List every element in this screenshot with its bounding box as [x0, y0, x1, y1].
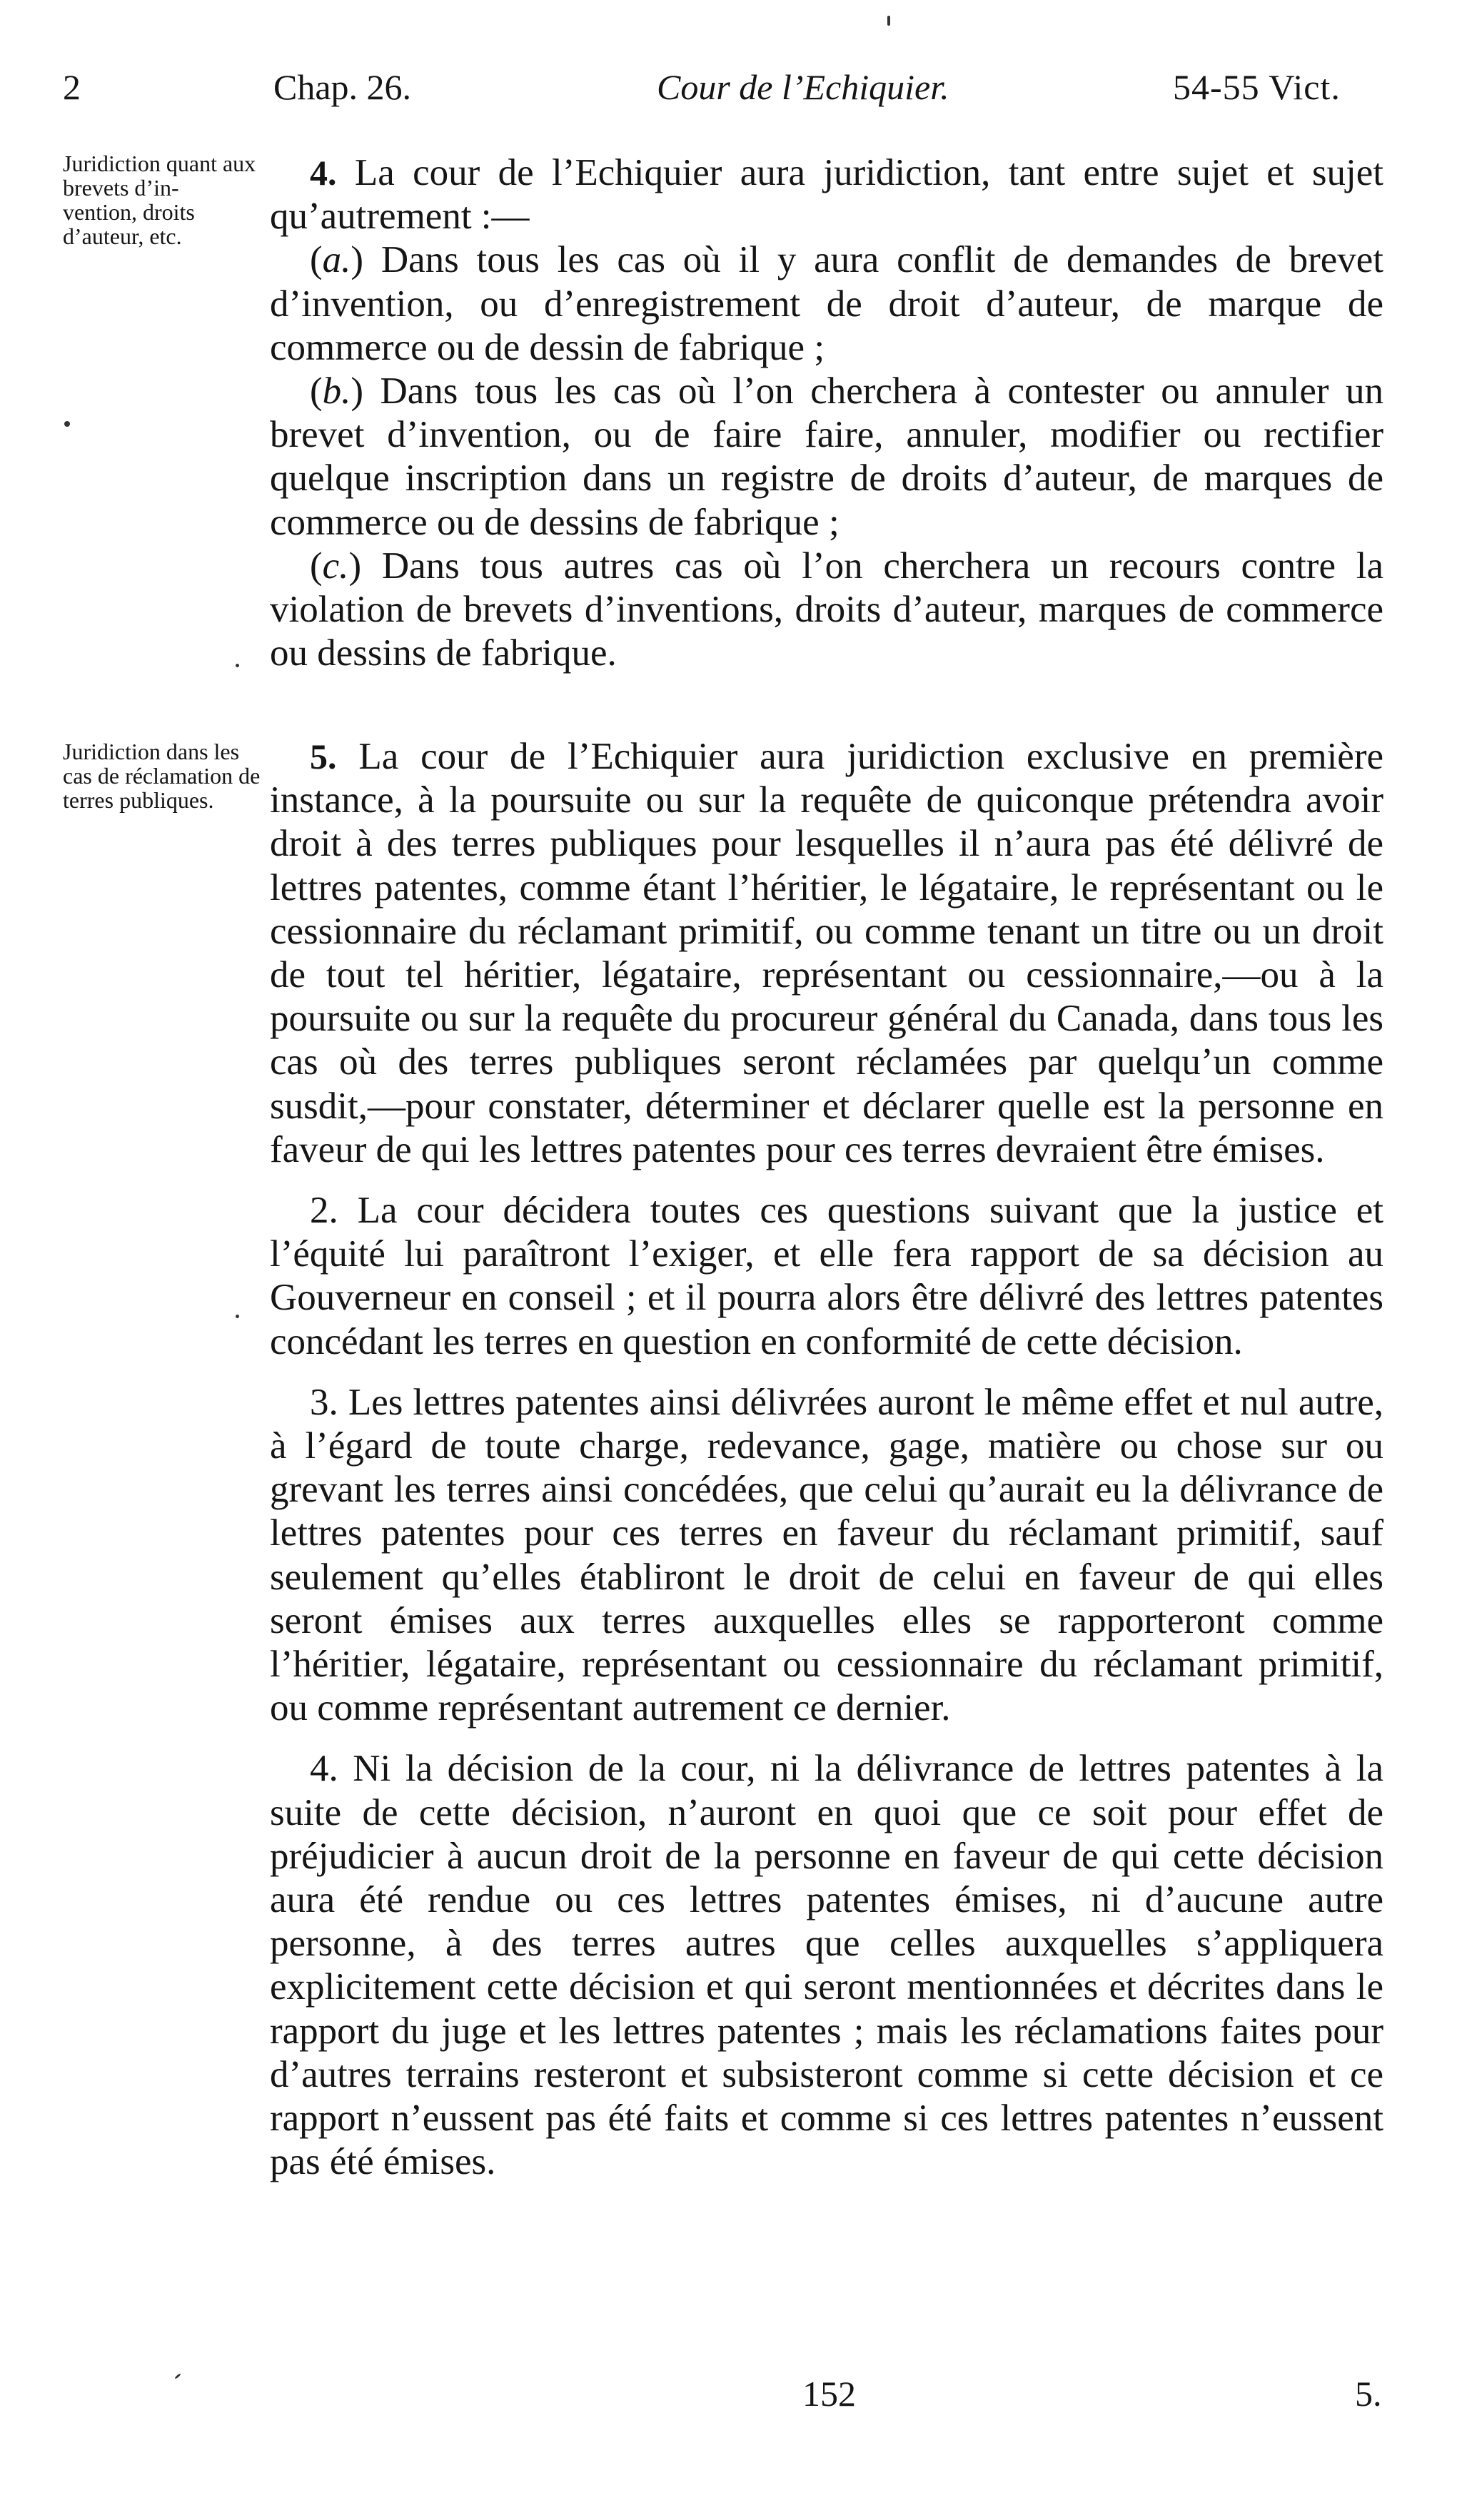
section-4-number: 4.	[310, 153, 337, 193]
header-page-number: 2	[63, 67, 81, 107]
clause-c-text: Dans tous autres cas où l’on cherchera un recours contre la violation de brevets d’inventions, droits d’auteur, marques de commerce ou dessins de fabrique.	[270, 545, 1383, 674]
section-4-intro	[270, 151, 1383, 238]
section-5-number: 5.	[310, 737, 337, 776]
running-header	[0, 59, 1472, 116]
header-chapter: Chap. 26.	[273, 67, 412, 107]
clause-b-text: Dans tous les cas où l’on cherchera à contester ou annuler un brevet d’invention, ou de faire faire, annuler, modifier ou rectifier quelque inscription dans un registre de droits d’auteur, de marques de commerce ou de dessins de fabrique ;	[270, 370, 1383, 543]
section-5-para-1	[270, 735, 1383, 1172]
section-5-para-2: 2. La cour décidera toutes ces questions suivant que la justice et l’équité lui paraîtront l’exiger, et elle fera rapport de sa décision au Gouverneur en conseil ; et il pourra alors être délivré des lettres patentes concédant les terres en question en conformité de cette décision.	[270, 1190, 1383, 1362]
section-5	[270, 735, 1383, 2185]
section-5-para-1-text: La cour de l’Echiquier aura juridiction exclusive en première instance, à la poursuite ou sur la requête de quiconque prétendra avoir droit à des terres publiques pour lesquelles il n’aura pas été délivré de lettres patentes, comme étant l’héritier, le légataire, le représentant ou le cessionnaire du réclamant primitif, ou comme tenant un titre ou un droit de tout tel héritier, légataire, représentant ou cessionnaire,—ou à la poursuite ou sur la requête du procureur général du Canada, dans tous les cas où des terres publiques seront réclamées par quelqu’un comme susdit,—pour constater, déterminer et déclarer quelle est la personne en faveur de qui les lettres patentes pour ces terres devraient être émises.	[270, 736, 1384, 1170]
clause-a: (a.) Dans tous les cas où il y aura conflit de demandes de brevet d’invention, ou d’enregistrement de droit d’auteur, de marque de commerce ou de dessin de fabrique ;	[270, 239, 1383, 368]
footer-sheet-number: 152	[802, 2374, 856, 2414]
clause-b-label: b.	[322, 370, 351, 413]
clause-a-label: a.	[322, 239, 351, 281]
clause-c: (c.) Dans tous autres cas où l’on cherchera un recours contre la violation de brevets d’inventions, droits d’auteur, marques de commerce ou dessins de fabrique.	[270, 545, 1383, 674]
print-speck	[236, 1315, 239, 1318]
margin-note-jurisdiction-patents: Juridiction quant aux brevets d’in- vention, droits d’auteur, etc.	[63, 151, 256, 249]
clause-c-label: c.	[322, 545, 349, 587]
margin-note-jurisdiction-public-lands: Juridiction dans les cas de réclamation de terres publiques.	[63, 739, 261, 813]
section-4	[270, 151, 1383, 675]
section-4-intro-text: La cour de l’Echiquier aura juridiction, tant entre sujet et sujet qu’autrement :—	[270, 152, 1383, 238]
print-speck	[236, 664, 239, 667]
section-5-para-4: 4. Ni la décision de la cour, ni la délivrance de lettres patentes à la suite de cette décision, n’auront en quoi que ce soit pour effet de préjudicier à aucun droit de la personne en faveur de qui cette décision aura été rendue ou ces lettres patentes émises, ni d’aucune autre personne, à des terres autres que celles auxquelles s’appliquera explicitement cette décision et qui seront mentionnées et décrites dans le rapport du juge et les lettres patentes ; mais les réclamations faites pour d’autres terrains resteront et subsisteront comme si cette décision et ce rapport n’eussent pas été faits et comme si ces lettres patentes n’eussent pas été émises.	[270, 1748, 1383, 2183]
header-title: Cour de l’Echiquier.	[657, 67, 949, 107]
print-speck	[887, 16, 890, 26]
header-regnal-year: 54-55 Vict.	[1173, 67, 1341, 107]
print-speck	[64, 421, 70, 427]
section-5-para-3: 3. Les lettres patentes ainsi délivrées auront le même effet et nul autre, à l’égard de toute charge, redevance, gage, matière ou chose sur ou grevant les terres ainsi concédées, que celui qu’aurait eu la délivrance de lettres patentes pour ces terres en faveur du réclamant primitif, sauf seulement qu’elles établiront le droit de celui en faveur de qui elles seront émises aux terres auxquelles elles se rapporteront comme l’héritier, légataire, représentant ou cessionnaire du réclamant primitif, ou comme représentant autrement ce dernier.	[270, 1381, 1383, 1729]
clause-b: (b.) Dans tous les cas où l’on cherchera à contester ou annuler un brevet d’invention, ou de faire faire, annuler, modifier ou rectifier quelque inscription dans un registre de droits d’auteur, de marques de commerce ou de dessins de fabrique ;	[270, 370, 1383, 543]
clause-a-text: Dans tous les cas où il y aura conflit de demandes de brevet d’invention, ou d’enregistrement de droit d’auteur, de marque de commerce ou de dessin de fabrique ;	[270, 239, 1383, 368]
footer-signature-mark: 5.	[1355, 2374, 1382, 2414]
page-footer	[0, 2368, 1472, 2419]
